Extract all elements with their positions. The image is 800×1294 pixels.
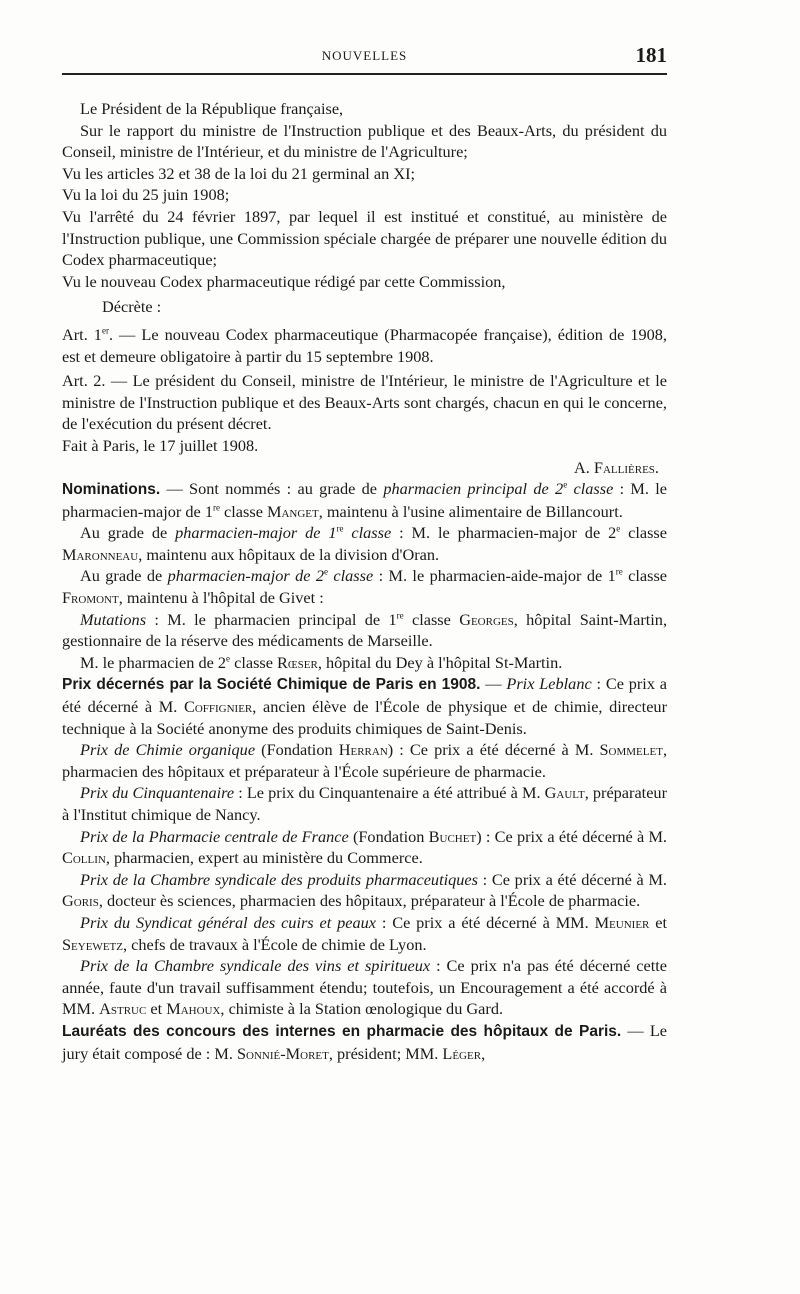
nominations-section: Nominations. — Sont nommés : au grade de pharmacien principal de 2e classe : M. le pharmacien-major de 1re classe Manget, maintenu à l'usine alimentaire de Billancourt. [62,479,668,521]
prix-cinquantenaire: Prix du Cinquantenaire : Le prix du Cinquantenaire a été attribué à M. Gault, préparateur à l'Institut chimique de Nancy. [62,783,667,824]
header-rule [62,73,667,75]
running-header [62,40,667,80]
decree-signature: A. Fallières. [574,457,659,477]
page [62,40,667,1064]
prix-section: Prix décernés par la Société Chimique de Paris en 1908. — Prix Leblanc : Ce prix a été décerné à M. Coffignier, ancien élève de l'École de physique et de chimie, directeur technique à la Société anonyme des produits chimiques de Saint-Denis. [62,674,667,738]
nominations-para-2: Au grade de pharmacien-major de 1re classe : M. le pharmacien-major de 2e classe Maronneau, maintenu aux hôpitaux de la division d'Oran. [62,523,667,564]
nominations-mutations: Mutations : M. le pharmacien principal de 1re classe Georges, hôpital Saint-Martin, gestionnaire de la réserve des médicaments de Marseille. [62,609,668,651]
laureats-section: Lauréats des concours des internes en pharmacie des hôpitaux de Paris. — Le jury était composé de : M. Sonnié-Moret, président; MM. Léger, [62,1020,667,1063]
prix-pharmacie-centrale: Prix de la Pharmacie centrale de France (Fondation Buchet) : Ce prix a été décerné à M. Collin, pharmacien, expert au ministère du Commerce. [62,826,667,868]
decree-vu-loi: Vu la loi du 25 juin 1908; [62,185,230,205]
running-title: NOUVELLES [321,48,408,63]
nominations-para-3: Au grade de pharmacien-major de 2e classe : M. le pharmacien-aide-major de 1re classe Fromont, maintenu à l'hôpital de Givet : [62,566,668,608]
laureats-heading: Lauréats des concours des internes en pharmacie des hôpitaux de Paris. [62,1022,622,1040]
prix-vins-spiritueux: Prix de la Chambre syndicale des vins et spiritueux : Ce prix n'a pas été décerné cette année, faute d'un travail suffisamment étendu; toutefois, un Encouragement a été accordé à MM. Astruc et Mahoux, chimiste à la Station œnologique du Gard. [62,956,667,1019]
decree-preamble: Le Président de la République française, [80,99,344,118]
decree-decrete: Décrète : [102,297,162,317]
decree-fait: Fait à Paris, le 17 juillet 1908. [62,435,259,455]
nominations-heading: Nominations. [62,481,161,499]
decree-rapport: Sur le rapport du ministre de l'Instruction publique et des Beaux-Arts, du président du Conseil, ministre de l'Intérieur, et du ministre de l'Agriculture; [62,120,667,162]
prix-heading: Prix décernés par la Société Chimique de Paris en 1908. [62,676,481,694]
nominations-para-5: M. le pharmacien de 2e classe Rœser, hôpital du Dey à l'hôpital St-Martin. [80,652,563,672]
decree-vu-codex: Vu le nouveau Codex pharmaceutique rédigé par cette Commission, [62,271,506,291]
decree-article-1: Art. 1er. — Le nouveau Codex pharmaceutique (Pharmacopée française), édition de 1908, est et demeure obligatoire à partir du 15 septembre 1908. [62,324,668,366]
page-number: 181 [635,43,667,67]
prix-chambre-syndicale: Prix de la Chambre syndicale des produits pharmaceutiques : Ce prix a été décerné à M. Goris, docteur ès sciences, pharmacien des hôpitaux, préparateur à l'École de pharmacie. [62,869,667,911]
prix-cuirs-peaux: Prix du Syndicat général des cuirs et peaux : Ce prix a été décerné à MM. Meunier et Seyewetz, chefs de travaux à l'École de chimie de Lyon. [62,912,667,954]
decree-vu-arrete: Vu l'arrêté du 24 février 1897, par lequel il est institué et constitué, au ministère de l'Instruction publique, une Commission spéciale chargée de préparer une nouvelle édition du Codex pharmaceutique; [62,206,667,270]
decree-article-2: Art. 2. — Le président du Conseil, ministre de l'Intérieur, le ministre de l'Agriculture et le ministre de l'Instruction publique et des Beaux-Arts sont chargés, chacun en qui le concerne, de l'exécution du présent décret. [62,371,667,434]
body-text [62,98,667,1064]
decree-vu-articles: Vu les articles 32 et 38 de la loi du 21 germinal an XI; [62,163,416,183]
prix-chimie-organique: Prix de Chimie organique (Fondation Herran) : Ce prix a été décerné à M. Sommelet, pharmacien des hôpitaux et préparateur à l'École supérieure de pharmacie. [62,740,668,781]
